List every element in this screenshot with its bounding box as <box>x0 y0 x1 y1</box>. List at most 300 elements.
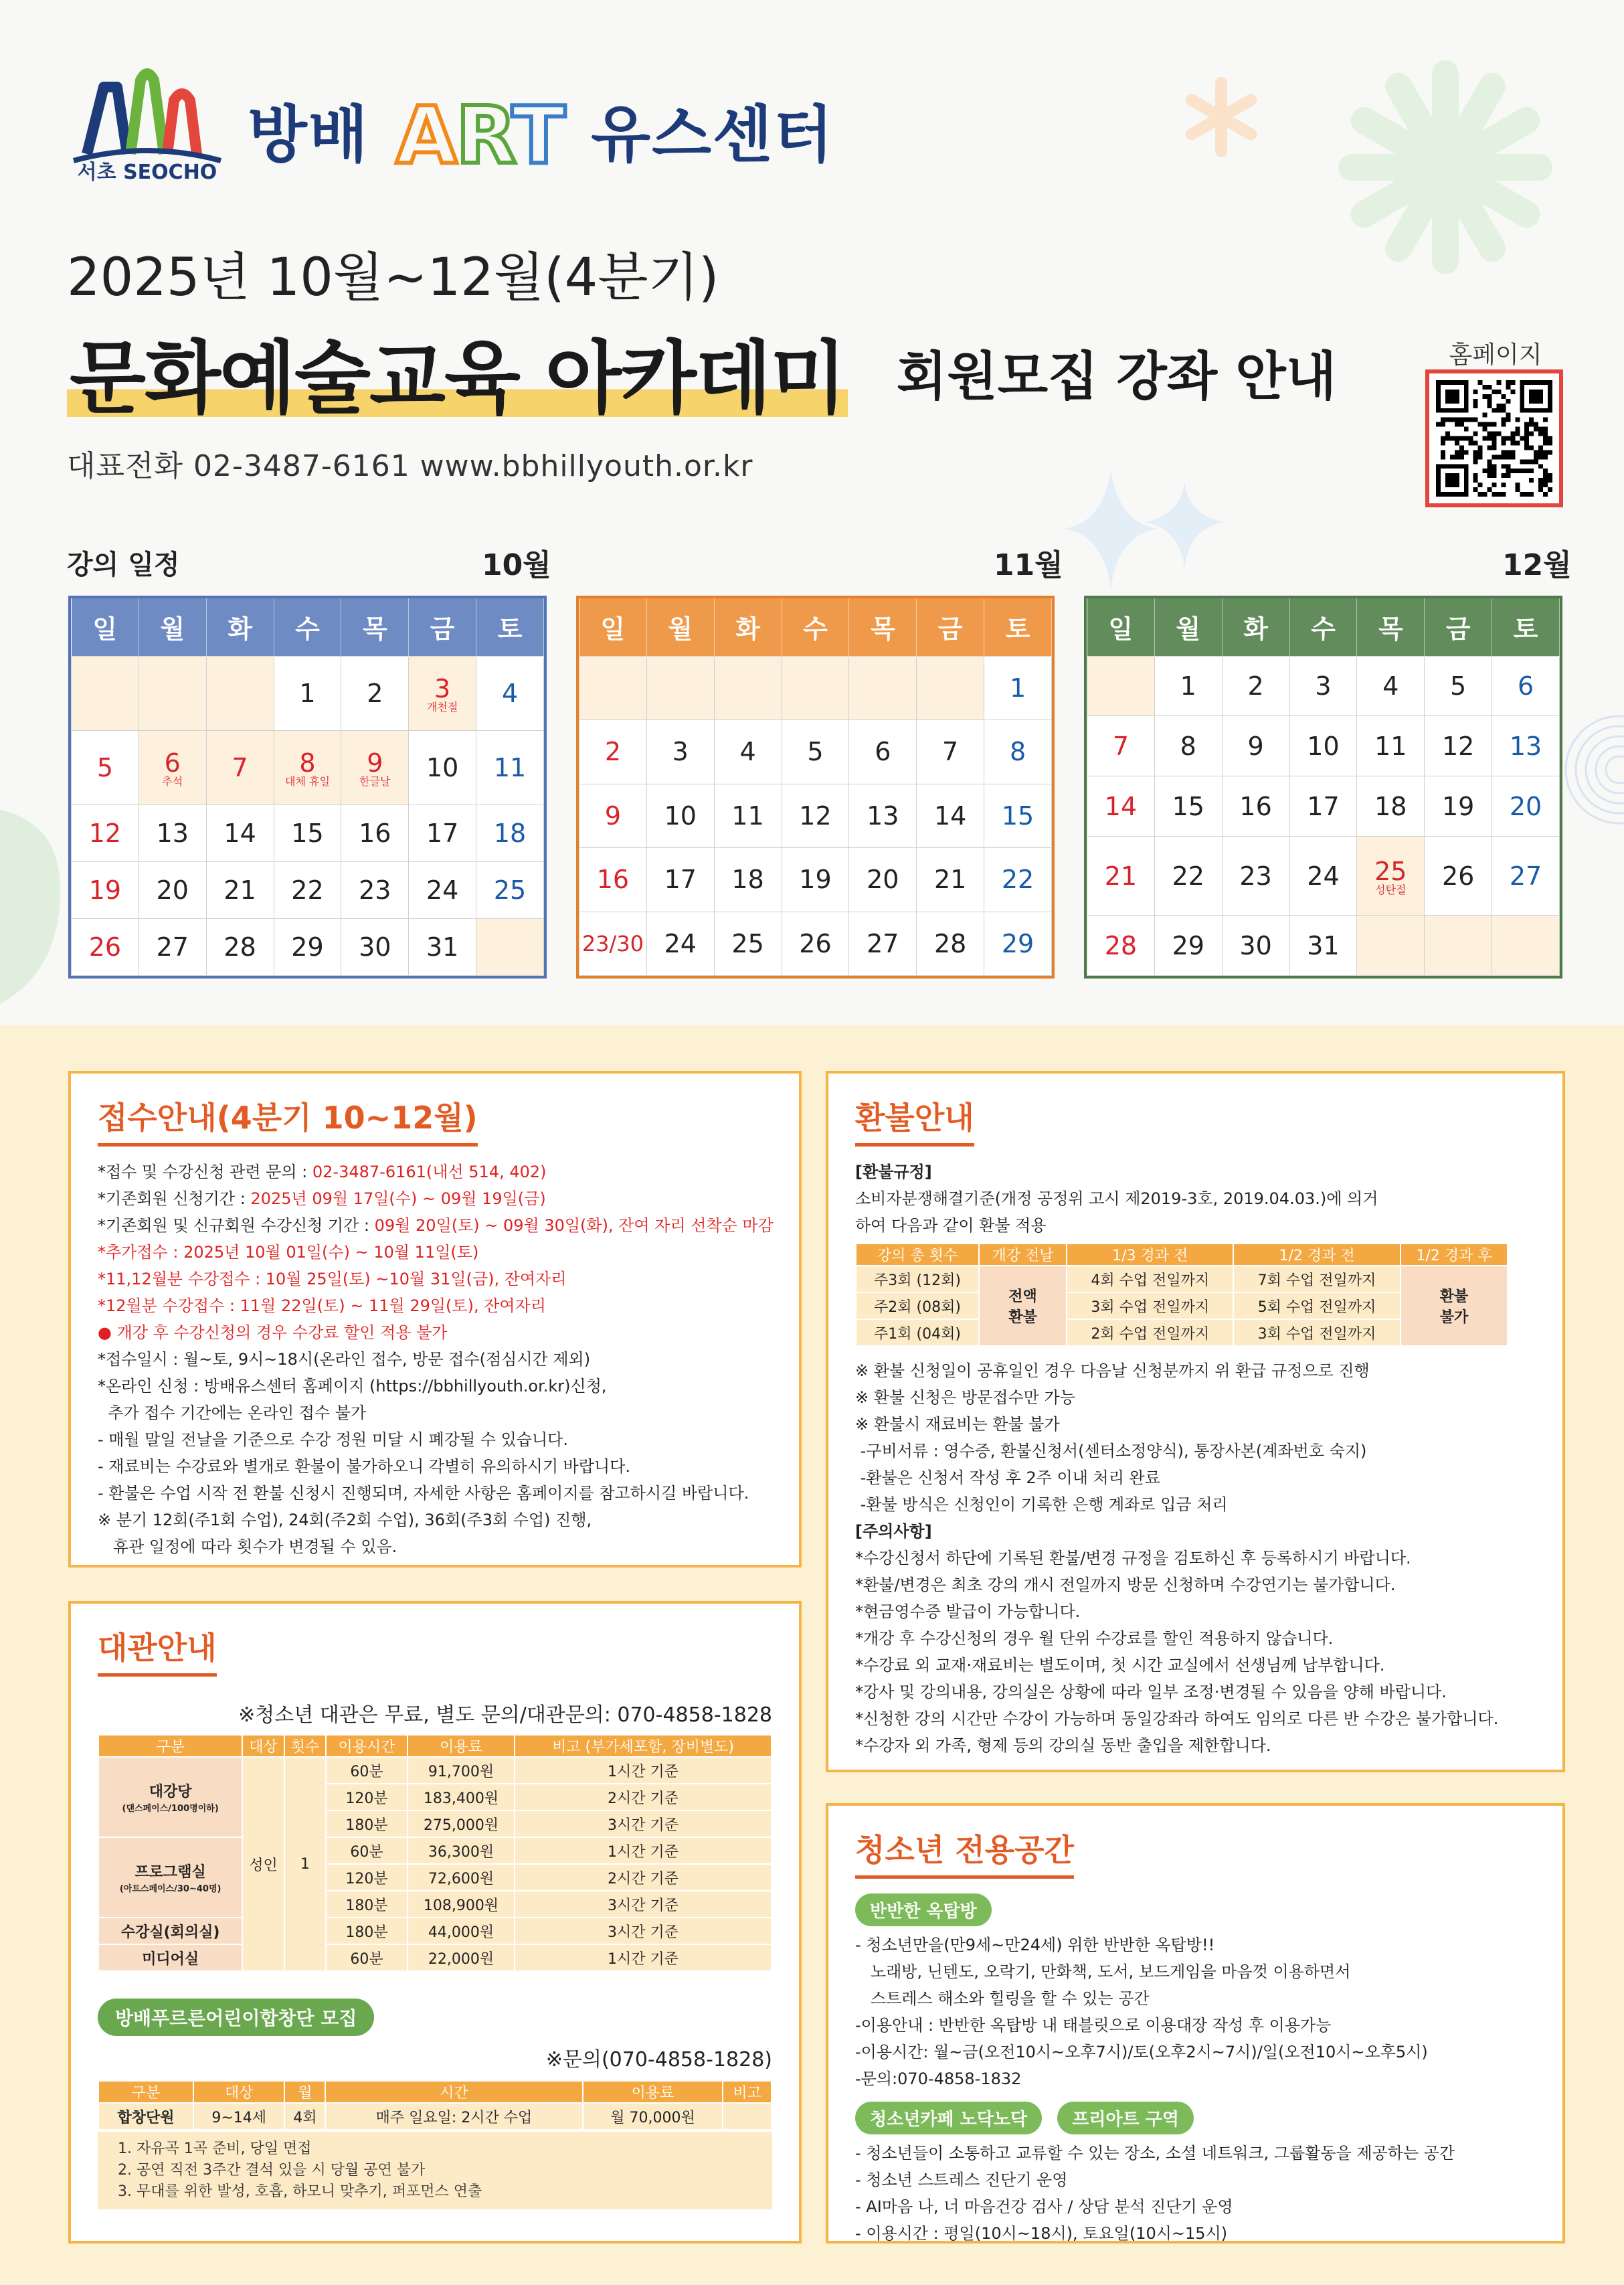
day-number: 20 <box>867 865 899 895</box>
day-number: 6 <box>164 748 181 778</box>
refund-before: 전액 환불 <box>979 1266 1067 1346</box>
calendar-day <box>476 919 544 976</box>
calendar-day <box>782 912 849 976</box>
calendar-day <box>476 805 544 862</box>
day-number: 24 <box>426 875 459 906</box>
day-number: 5 <box>807 737 824 767</box>
calendar-day <box>1222 716 1289 776</box>
homepage-label: 홈페이지 <box>1449 341 1542 369</box>
rental-cell: 44,000원 <box>408 1918 515 1944</box>
line-highlight: *추가접수 : 2025년 10월 01일(수) ~ 10월 11일(토) <box>98 1243 479 1262</box>
line-text: - 매월 말일 전날을 기준으로 수강 정원 미달 시 폐강될 수 있습니다. <box>98 1430 568 1449</box>
calendar-day <box>579 656 647 720</box>
refund-notes: ※ 환불 신청은 방문접수만 가능 ※ 환불시 재료비는 환불 불가 -구비서류 : 영수증, 환불신청서(센터소정양식), 통장사본(계좌번호 숙지) -환불은 신청서 작성 후 2주 이내 처리 완료 -환불 방식은 신청인이 기록한 은행 계좌로 입금 처리 <box>855 1388 1367 1514</box>
day-number: 3 <box>672 737 689 767</box>
holiday-label: 한글날 <box>359 775 391 788</box>
day-number: 13 <box>867 800 899 831</box>
registration-line <box>98 1319 772 1346</box>
choir-cell: 4회 <box>284 2103 325 2130</box>
rental-cell: 120분 <box>326 1864 408 1891</box>
pill-row-2 <box>855 2102 1536 2134</box>
calendar-day <box>714 656 782 720</box>
art-letter: A <box>395 89 456 181</box>
day-number: 24 <box>664 928 697 958</box>
day-number: 20 <box>156 875 189 906</box>
month-label-oct: 10월 <box>482 548 551 582</box>
subtitle: 2025년 10월~12월(4분기) <box>67 248 719 308</box>
month-label-nov: 11월 <box>994 548 1063 582</box>
day-number: 7 <box>1112 731 1130 761</box>
calendar-day <box>1222 656 1289 716</box>
refund-rules-text: 소비자분쟁해결기준(개정 공정위 고시 제2019-3호, 2019.04.03.)에 의거 하여 다음과 같이 환불 적용 <box>855 1189 1378 1235</box>
room-sub: (아트스페이스/30~40명) <box>119 1884 221 1894</box>
calendar-day <box>72 656 139 730</box>
calendar-day <box>579 720 647 784</box>
registration-box <box>68 1071 802 1568</box>
day-number: 1 <box>1180 671 1196 701</box>
rental-cell: 60분 <box>326 1837 408 1864</box>
line-text: *온라인 신청 : 방배유스센터 홈페이지 (https://bbhillyouth.or.kr)신청, <box>98 1377 607 1395</box>
refund-header: 개강 전날 <box>979 1244 1067 1266</box>
weekday-header: 일 <box>1087 598 1155 656</box>
calendar-day <box>1357 716 1425 776</box>
contact-info: 대표전화 02-3487-6161 www.bbhillyouth.or.kr <box>67 449 753 483</box>
rental-cell: 2시간 기준 <box>515 1784 772 1810</box>
calendar-day <box>917 912 984 976</box>
calendar-day <box>984 720 1052 784</box>
rental-box <box>68 1601 802 2244</box>
calendar-day <box>1222 837 1289 916</box>
refund-header: 1/3 경과 전 <box>1067 1244 1233 1266</box>
day-number: 9 <box>604 800 622 831</box>
schedule-label: 강의 일정 <box>67 549 180 580</box>
rental-cell: 3시간 기준 <box>515 1810 772 1837</box>
rental-cell: 108,900원 <box>408 1891 515 1918</box>
day-number: 6 <box>875 737 891 767</box>
rental-table <box>98 1734 772 1972</box>
day-number: 2 <box>367 678 383 708</box>
registration-line <box>98 1533 772 1560</box>
day-number: 11 <box>1374 731 1407 761</box>
choir-header: 비고 <box>723 2081 772 2103</box>
calendar-day <box>984 784 1052 848</box>
calendar-day <box>206 919 274 976</box>
holiday-label: 성탄절 <box>1375 883 1407 896</box>
day-number: 8 <box>1009 737 1026 767</box>
weekday-header: 금 <box>917 598 984 656</box>
line-highlight: *11,12월분 수강접수 : 10월 25일(토) ~10월 31일(금), 잔여자리 <box>98 1270 567 1288</box>
line-text: 휴관 일정에 따라 횟수가 변경될 수 있음. <box>98 1537 397 1556</box>
rental-target: 성인 <box>242 1757 284 1971</box>
weekday-header: 일 <box>72 598 139 656</box>
refund-cell: 주1회 (04회) <box>856 1319 979 1346</box>
room-sub: (댄스페이스/100명이하) <box>122 1804 219 1814</box>
weekday-header: 토 <box>1492 598 1560 656</box>
registration-line <box>98 1159 772 1185</box>
calendar-day <box>274 730 341 805</box>
refund-header: 강의 총 횟수 <box>856 1244 979 1266</box>
day-number: 3 <box>434 673 451 703</box>
calendar-day <box>1492 716 1560 776</box>
calendar-day <box>1289 656 1357 716</box>
weekday-header: 목 <box>1357 598 1425 656</box>
registration-line <box>98 1373 772 1400</box>
calendar-day <box>1154 716 1222 776</box>
calendar-day <box>1289 837 1357 916</box>
rental-cell: 180분 <box>326 1891 408 1918</box>
rental-cell: 120분 <box>326 1784 408 1810</box>
calendar-day <box>849 784 917 848</box>
day-number: 7 <box>942 737 959 767</box>
rooftop-pill: 반반한 옥탑방 <box>855 1893 992 1926</box>
day-number: 19 <box>88 875 122 906</box>
refund-header: 1/2 경과 전 <box>1233 1244 1400 1266</box>
choir-header: 시간 <box>325 2081 582 2103</box>
day-number: 18 <box>493 819 527 849</box>
day-number: 4 <box>1382 671 1399 701</box>
room-name <box>98 1918 242 1944</box>
calendar-day <box>1087 716 1155 776</box>
calendar-day <box>1357 916 1425 976</box>
sparkle-decoration-icon <box>1064 469 1225 589</box>
calendar-day <box>782 784 849 848</box>
day-number: 30 <box>1239 930 1272 960</box>
calendar-day <box>476 862 544 919</box>
rental-header: 이용시간 <box>326 1735 408 1757</box>
rental-cell: 183,400원 <box>408 1784 515 1810</box>
calendar-day <box>1357 656 1425 716</box>
refund-cell: 3회 수업 전일까지 <box>1067 1292 1233 1319</box>
calendar-day <box>917 656 984 720</box>
weekday-header: 금 <box>1425 598 1492 656</box>
calendar-day <box>1154 656 1222 716</box>
rental-cell: 180분 <box>326 1810 408 1837</box>
day-number: 10 <box>664 800 697 831</box>
day-number: 6 <box>1517 671 1534 701</box>
calendar-november <box>576 596 1055 979</box>
day-number: 29 <box>291 932 324 962</box>
refund-box <box>826 1071 1565 1772</box>
holiday-label: 개천절 <box>426 700 458 713</box>
calendar-day <box>409 919 476 976</box>
day-number: 1 <box>299 678 316 708</box>
day-number: 31 <box>426 932 459 962</box>
calendar-day <box>782 656 849 720</box>
rental-cell: 36,300원 <box>408 1837 515 1864</box>
weekday-header: 토 <box>476 598 544 656</box>
calendar-day <box>1492 656 1560 716</box>
pill-row-1 <box>855 1893 1536 1926</box>
calendar-day <box>409 862 476 919</box>
calendar-day <box>1154 916 1222 976</box>
day-number: 27 <box>867 928 899 958</box>
day-number: 5 <box>1450 671 1467 701</box>
qr-code[interactable] <box>1425 369 1563 507</box>
calendar-day <box>1087 776 1155 837</box>
choir-note: ※문의(070-4858-1828) <box>545 2048 772 2071</box>
day-number: 12 <box>88 819 122 849</box>
calendar-day <box>984 912 1052 976</box>
choir-cell: 합창단원 <box>98 2103 193 2130</box>
weekday-header: 금 <box>409 598 476 656</box>
calendar-day <box>1425 656 1492 716</box>
star-decoration-icon <box>1178 74 1265 161</box>
registration-line <box>98 1185 772 1212</box>
registration-lines <box>98 1159 772 1560</box>
day-number: 11 <box>731 800 764 831</box>
calendar-day <box>139 730 206 805</box>
day-number: 22 <box>1172 861 1204 891</box>
choir-title: 방배푸르른어린이합창단 모집 <box>98 1999 374 2036</box>
day-number: 15 <box>1172 791 1204 821</box>
calendar-day <box>274 862 341 919</box>
calendar-day <box>646 656 714 720</box>
choir-cell: 9~14세 <box>193 2103 285 2130</box>
registration-line <box>98 1507 772 1533</box>
leaf-decoration-icon <box>0 783 67 1025</box>
refund-cell: 3회 수업 전일까지 <box>1233 1319 1400 1346</box>
line-text: - 환불은 수업 시작 전 환불 신청시 진행되며, 자세한 사항은 홈페이지를 참고하시길 바랍니다. <box>98 1484 749 1503</box>
calendar-day <box>206 805 274 862</box>
calendar-day <box>1222 916 1289 976</box>
calendar-day <box>984 848 1052 912</box>
calendar-day <box>409 656 476 730</box>
refund-title: 환불안내 <box>855 1094 974 1147</box>
calendar-day <box>579 784 647 848</box>
refund-header: 1/2 경과 후 <box>1401 1244 1508 1266</box>
refund-cell: 4회 수업 전일까지 <box>1067 1266 1233 1292</box>
calendar-day <box>646 720 714 784</box>
calendar-day <box>1425 776 1492 837</box>
weekday-header: 토 <box>984 598 1052 656</box>
calendar-day <box>714 720 782 784</box>
choir-note-line: 1. 자유곡 1곡 준비, 당일 면접 <box>118 2140 312 2157</box>
registration-line <box>98 1292 772 1319</box>
holiday-label: 대체 휴일 <box>284 775 330 788</box>
rental-note: ※청소년 대관은 무료, 별도 문의/대관문의: 070-4858-1828 <box>238 1703 772 1727</box>
day-number: 26 <box>799 928 832 958</box>
choir-notes <box>98 2132 772 2209</box>
calendar-day <box>1492 837 1560 916</box>
calendar-day <box>1222 776 1289 837</box>
weekday-header: 화 <box>206 598 274 656</box>
choir-header: 대상 <box>193 2081 285 2103</box>
line-text: *접수 및 수강신청 관련 문의 : <box>98 1163 312 1181</box>
day-number: 25 <box>493 875 527 906</box>
calendar-day <box>1087 656 1155 716</box>
rental-cell: 275,000원 <box>408 1810 515 1837</box>
registration-line <box>98 1400 772 1426</box>
rental-cell: 1시간 기준 <box>515 1757 772 1784</box>
choir-header: 월 <box>284 2081 325 2103</box>
day-number: 23/30 <box>581 930 644 956</box>
calendar-day <box>139 656 206 730</box>
calendar-day <box>849 720 917 784</box>
calendar-day <box>206 730 274 805</box>
day-number: 5 <box>96 753 114 783</box>
calendar-day <box>274 805 341 862</box>
refund-cell: 주2회 (08회) <box>856 1292 979 1319</box>
rental-cell: 2시간 기준 <box>515 1864 772 1891</box>
calendar-day <box>917 848 984 912</box>
rental-cell: 3시간 기준 <box>515 1918 772 1944</box>
day-number: 16 <box>596 865 630 895</box>
rental-cell: 1시간 기준 <box>515 1944 772 1971</box>
registration-line <box>98 1426 772 1453</box>
choir-note-line: 3. 무대를 위한 발성, 호흡, 하모니 맞추기, 퍼포먼스 연출 <box>118 2183 482 2200</box>
room-name-text: 대강당 <box>149 1784 192 1800</box>
calendar-day <box>646 784 714 848</box>
center-name-art <box>396 89 564 181</box>
line-highlight: 02-3487-6161(내선 514, 402) <box>312 1163 547 1181</box>
rental-cell: 60분 <box>326 1944 408 1971</box>
registration-line <box>98 1480 772 1507</box>
day-number: 13 <box>1509 731 1542 761</box>
day-number: 25 <box>731 928 764 958</box>
calendar-day <box>714 848 782 912</box>
flower-decoration-icon <box>1332 54 1559 281</box>
weekday-header: 화 <box>1222 598 1289 656</box>
line-text: *기존회원 신청기간 : <box>98 1189 251 1208</box>
day-number: 23 <box>1239 861 1272 891</box>
calendar-day <box>917 720 984 784</box>
day-number: 28 <box>1104 930 1138 960</box>
line-text: ※ 분기 12회(주1회 수업), 24회(주2회 수업), 36회(주3회 수업) 진행, <box>98 1511 592 1529</box>
rental-cell: 72,600원 <box>408 1864 515 1891</box>
calendar-day <box>139 919 206 976</box>
day-number: 3 <box>1315 671 1332 701</box>
day-number: 21 <box>223 875 256 906</box>
rental-cell: 180분 <box>326 1918 408 1944</box>
calendar-day <box>782 848 849 912</box>
day-number: 14 <box>223 819 256 849</box>
day-number: 15 <box>291 819 324 849</box>
line-text: 추가 접수 기간에는 온라인 접수 불가 <box>98 1404 367 1422</box>
calendar-day <box>139 805 206 862</box>
calendar-day <box>1154 776 1222 837</box>
day-number: 27 <box>156 932 189 962</box>
day-number: 21 <box>933 865 967 895</box>
day-number: 11 <box>493 753 527 783</box>
day-number: 2 <box>1247 671 1264 701</box>
weekday-header: 목 <box>849 598 917 656</box>
refund-cell: 5회 수업 전일까지 <box>1233 1292 1400 1319</box>
weekday-header: 목 <box>341 598 409 656</box>
day-number: 26 <box>88 932 122 962</box>
registration-line <box>98 1266 772 1292</box>
day-number: 8 <box>299 748 316 778</box>
choir-header <box>98 1999 772 2036</box>
line-highlight: ● 개강 후 수강신청의 경우 수강료 할인 적용 불가 <box>98 1323 448 1342</box>
refund-after: 환불 불가 <box>1401 1266 1508 1346</box>
free-art-pill: 프리아트 구역 <box>1057 2102 1194 2134</box>
calendar-october <box>68 596 547 979</box>
registration-line <box>98 1212 772 1239</box>
calendar-day <box>646 848 714 912</box>
calendar-day <box>341 805 409 862</box>
day-number: 28 <box>933 928 967 958</box>
calendar-day <box>72 862 139 919</box>
youth-title: 청소년 전용공간 <box>855 1826 1074 1879</box>
calendar-day <box>72 805 139 862</box>
weekday-header: 수 <box>274 598 341 656</box>
rooftop-text: - 청소년만을(만9세~만24세) 위한 반반한 옥탑방!! 노래방, 닌텐도, 오락기, 만화책, 도서, 보드게임을 마음껏 이용하면서 스트레스 해소와 힐링을 할 수 있는 공간 -이용안내 : 반반한 옥탑방 내 태블릿으로 이용대장 작성 후 이용가능 -이용시간: 월~금(오전10시~오후7시)/토(오후2시~7시)/일(오전10시~오후5시) -문의:070-4858-1832 <box>855 1936 1428 2088</box>
day-number: 2 <box>604 737 622 767</box>
calendar-day <box>579 912 647 976</box>
month-label-dec: 12월 <box>1502 548 1572 582</box>
weekday-header: 월 <box>1154 598 1222 656</box>
rental-title: 대관안내 <box>98 1624 217 1677</box>
day-number: 20 <box>1509 791 1542 821</box>
day-number: 17 <box>1307 791 1340 821</box>
calendar-day <box>274 919 341 976</box>
day-number: 29 <box>1001 928 1034 958</box>
day-number: 28 <box>223 932 256 962</box>
calendar-day <box>341 730 409 805</box>
room-name-text: 미디어실 <box>142 1950 199 1968</box>
day-number: 17 <box>426 819 459 849</box>
registration-line <box>98 1239 772 1266</box>
calendar-day <box>72 919 139 976</box>
day-number: 4 <box>501 678 519 708</box>
calendar-day <box>1289 776 1357 837</box>
calendar-day <box>849 912 917 976</box>
calendar-day <box>1425 716 1492 776</box>
center-name-pre: 방배 <box>248 99 369 171</box>
refund-cell: 7회 수업 전일까지 <box>1233 1266 1400 1292</box>
choir-header: 이용료 <box>583 2081 723 2103</box>
day-number: 21 <box>1104 861 1138 891</box>
calendar-day <box>714 912 782 976</box>
day-number: 4 <box>739 737 756 767</box>
rental-cell: 60분 <box>326 1757 408 1784</box>
day-number: 30 <box>359 932 391 962</box>
weekday-header: 수 <box>1289 598 1357 656</box>
choir-cell <box>723 2103 772 2130</box>
choir-header: 구분 <box>98 2081 193 2103</box>
page-title-text: 문화예술교육 아카데미 <box>67 332 848 424</box>
art-letter: T <box>511 89 565 181</box>
calendar-day <box>984 656 1052 720</box>
rental-cell: 1시간 기준 <box>515 1837 772 1864</box>
center-name <box>248 86 834 181</box>
day-number: 24 <box>1307 861 1340 891</box>
line-text: - 재료비는 수강료와 별개로 환불이 불가하오니 각별히 유의하시기 바랍니다. <box>98 1457 631 1476</box>
day-number: 25 <box>1374 856 1407 886</box>
line-highlight: 09월 20일(토) ~ 09월 30일(화), 잔여 자리 선착순 마감 <box>374 1216 774 1235</box>
calendar-day <box>1425 837 1492 916</box>
day-number: 29 <box>1172 930 1204 960</box>
calendar-day <box>139 862 206 919</box>
calendar-day <box>1492 776 1560 837</box>
cafe-pill: 청소년카페 노닥노닥 <box>855 2102 1042 2134</box>
rental-header: 이용료 <box>408 1735 515 1757</box>
calendar-day <box>714 784 782 848</box>
weekday-header: 수 <box>782 598 849 656</box>
refund-table <box>855 1243 1508 1347</box>
calendar-day <box>1087 837 1155 916</box>
weekday-header: 일 <box>579 598 647 656</box>
page-title-sub: 회원모집 강좌 안내 <box>897 347 1337 407</box>
registration-line <box>98 1453 772 1480</box>
day-number: 1 <box>1009 673 1026 703</box>
day-number: 19 <box>799 865 832 895</box>
calendar-day <box>72 730 139 805</box>
registration-line <box>98 1346 772 1373</box>
calendar-day <box>1289 716 1357 776</box>
calendar-day <box>341 919 409 976</box>
rental-header: 횟수 <box>284 1735 326 1757</box>
